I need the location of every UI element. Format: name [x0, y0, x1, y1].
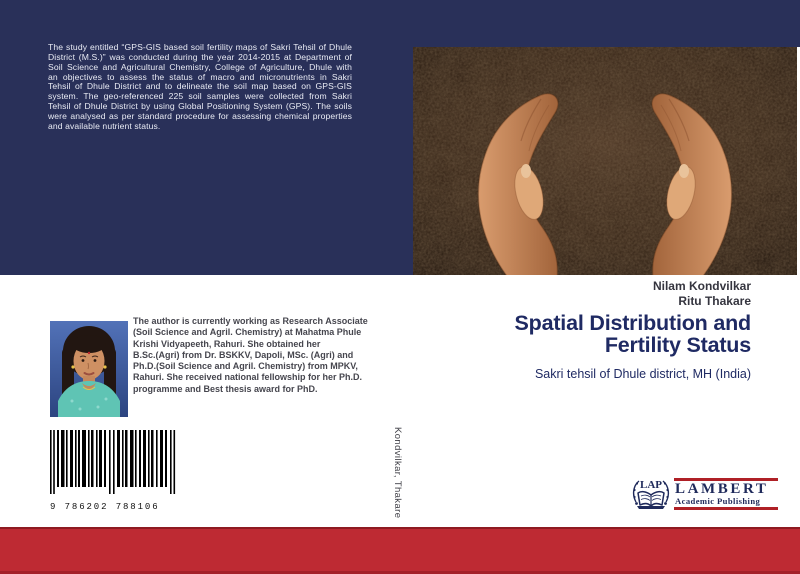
- abstract-line: District (M.S.)” was conducted during the year 2014-2015 at Department of: [48, 51, 352, 62]
- lap-emblem-icon: [631, 475, 671, 513]
- barcode: [50, 430, 177, 512]
- author-portrait: [50, 321, 128, 417]
- front-author-names: [653, 279, 751, 308]
- abstract-line: system. The geo-referenced 225 soil samples were collected from Sakri: [48, 91, 352, 102]
- author-bio: [133, 316, 368, 395]
- spine-title: Kondvilkar, Thakare: [392, 427, 403, 519]
- back-cover-abstract: [48, 43, 352, 132]
- book-title: [515, 313, 752, 356]
- bio-line: Rahuri. She received national fellowship for her Ph.D.: [133, 372, 363, 383]
- barcode-digits: 9 786202 788106: [50, 502, 160, 512]
- book-subtitle: Sakri tehsil of Dhule district, MH (India): [534, 367, 751, 381]
- publisher-tagline: Academic Publishing: [675, 495, 761, 506]
- title-line: Spatial Distribution and: [514, 311, 751, 335]
- svg-text:LAP: LAP: [640, 479, 662, 491]
- bio-line: B.Sc.(Agri) from Dr. BSKKV, Dapoli, MSc. (Agri) and: [133, 349, 354, 360]
- abstract-line: were analysed as per standard procedure for assessing chemical properties: [48, 110, 352, 121]
- bio-line: Ph.D.(Soil Science and Agril. Chemistry) from MPKV,: [133, 361, 358, 372]
- logo-rule-bottom: [674, 507, 778, 510]
- abstract-line: Tehsil of Dhule District by using Global Positioning System (GPS). The soils: [48, 101, 352, 112]
- bottom-red-band: [0, 527, 800, 574]
- bio-line: programme and Best thesis award for PhD.: [133, 383, 318, 394]
- title-line: Fertility Status: [604, 332, 751, 357]
- bio-line: The author is currently working as Research Associate: [133, 316, 368, 326]
- abstract-line: an objectives to assess the status of macro and micronutrients in Sakri: [48, 71, 352, 82]
- hands-soil-photo: [413, 47, 797, 275]
- bio-line: (Soil Science and Agril. Chemistry) at Mahatma Phule: [133, 327, 362, 338]
- publisher-name: LAMBERT: [675, 480, 769, 497]
- author-name: Ritu Thakare: [678, 293, 751, 308]
- bio-line: Krishi Vidyapeeth, Rahuri. She obtained her: [133, 338, 321, 349]
- publisher-logo: [631, 475, 778, 513]
- barcode-bars: [50, 430, 177, 496]
- abstract-line: Soil Science and Agricultural Chemistry, College of Agriculture, Dhule with: [48, 61, 352, 72]
- author-name: Nilam Kondvilkar: [652, 279, 751, 293]
- abstract-line: The study entitled “GPS-GIS based soil fertility maps of Sakri Tehsil of Dhule: [48, 42, 352, 52]
- abstract-line: and available nutrient status.: [48, 120, 161, 131]
- abstract-line: Tehsil of Dhule District and to delineate the soil map based on GPS-GIS: [48, 81, 352, 92]
